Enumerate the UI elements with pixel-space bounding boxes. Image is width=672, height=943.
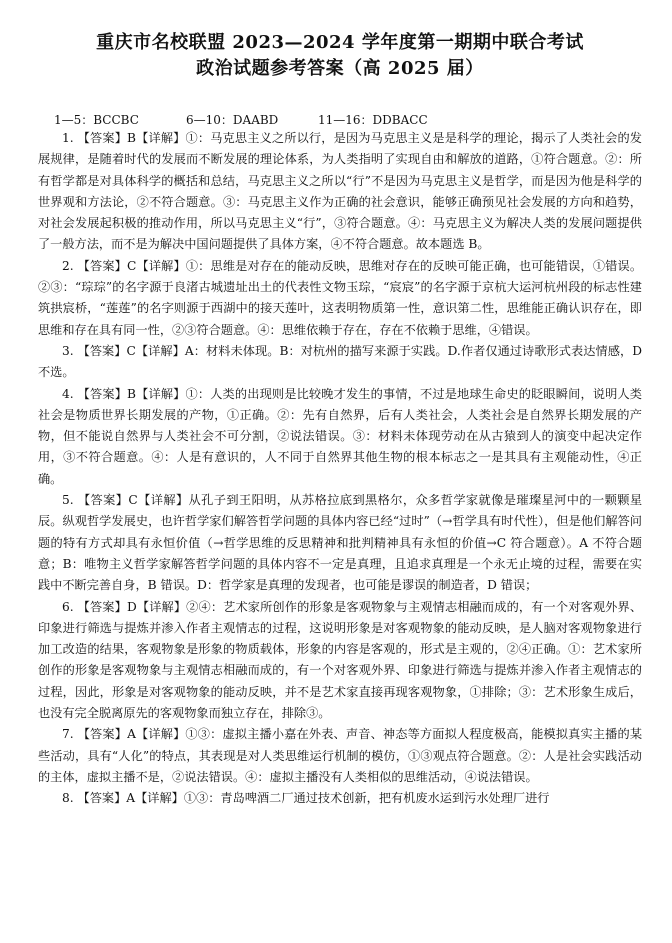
item-explanation: 【详解】①③：青岛啤酒二厂通过技术创新，把有机废水运到污水处理厂进行 xyxy=(135,791,550,806)
answer-key-1-5: 1—5：BCCBC xyxy=(54,113,139,127)
answer-item-1 xyxy=(38,128,642,256)
answer-item-3 xyxy=(38,341,642,384)
item-number: 7. xyxy=(62,727,74,742)
answer-item-7 xyxy=(38,724,642,788)
item-answer: 【答案】A xyxy=(77,727,136,742)
item-number: 1. xyxy=(62,131,74,145)
item-answer: 【答案】B xyxy=(77,131,136,145)
item-explanation: 【详解】①：人类的出现则是比较晚才发生的事情，不过是地球生命史的眨眼瞬间，说明人类社会是物质世界长期发展的产物，①正确。②：先有自然界，后有人类社会，人类社会是自然界长期发展的产物，但不能说自然界与人类社会不可分割，②说法错误。③：材料未体现劳动在从古猿到人的演变中起决定作用，③不符合题意。④：人是有意识的，人不同于自然界其他生物的根本标志之一是其具有主观能动性，④正确。 xyxy=(38,386,642,486)
title-line-1: 重庆市名校联盟 2023—2024 学年度第一期期中联合考试 xyxy=(96,32,584,53)
item-number: 5. xyxy=(62,493,74,508)
item-number: 2. xyxy=(62,258,74,273)
item-number: 6. xyxy=(62,599,74,614)
item-answer: 【答案】C xyxy=(77,258,137,273)
answer-key-6-10: 6—10：DAABD xyxy=(186,113,279,127)
title-line-2: 政治试题参考答案（高 2025 届） xyxy=(196,58,484,79)
answer-item-2 xyxy=(38,256,642,341)
answer-item-5 xyxy=(38,490,642,596)
answer-key-row xyxy=(38,112,642,128)
item-explanation: 【详解】②④：艺术家所创作的形象是客观物象与主观情志相融而成的，有一个对客观外界、印象进行筛选与提炼并渗入作者主观情志的过程，这说明形象是对客观物象的能动反映，是人脑对客观物象进行加工改造的结果，客观物象是形象的物质载体，形象的内容是客观的，形式是主观的，②④正确。①：艺术家所创作的形象是客观物象与主观情志相融而成的，有一个对客观外界、印象进行筛选与提炼并渗入作者主观情志的过程，因此，形象是对客观物象的能动反映，并不是艺术家直接再现客观物象，①排除；③：艺术形象生成后，也没有完全脱离原先的客观物象而独立存在，排除③。 xyxy=(38,599,643,721)
item-answer: 【答案】A xyxy=(77,791,136,806)
item-explanation: 【详解】从孔子到王阳明，从苏格拉底到黑格尔，众多哲学家就像是璀璨星河中的一颗颗星辰。纵观哲学发展史，也许哲学家们解答哲学问题的具体内容已经“过时”（→哲学具有时代性），但是他们解答问题的特有方式却具有永恒价值（→哲学思维的反思精神和批判精神具有永恒的价值→C 符合题意）。A 不符合题意；B：唯物主义哲学家解答哲学问题的具体内容不一定是真理，且追求真理是一个永无止境的过程，需要在实践中不断完善自身，B 错误。D：哲学家是真理的发现者，也可能是谬误的制造者，D 错误； xyxy=(38,493,643,593)
item-answer: 【答案】D xyxy=(77,599,137,614)
item-answer: 【答案】C xyxy=(77,493,138,508)
item-explanation: 【详解】①③：虚拟主播小嘉在外表、声音、神态等方面拟人程度极高，能模拟真实主播的某些活动，具有“人化”的特点，其表现是对人类思维运行机制的模仿，①③观点符合题意。②：人是社会实践活动的主体，虚拟主播不是，②说法错误。④：虚拟主播没有人类相似的思维活动，④说法错误。 xyxy=(38,727,643,784)
item-number: 8. xyxy=(62,791,74,806)
item-answer: 【答案】B xyxy=(77,386,136,401)
item-explanation: 【详解】①：马克思主义之所以行，是因为马克思主义是是科学的理论，揭示了人类社会的发展规律，是随着时代的发展而不断发展的理论体系，为人类指明了实现自由和解放的道路，①符合题意。②：所有哲学都是对具体科学的概括和总结，马克思主义之所以“行”不是因为马克思主义是哲学，而是因为他是科学的世界观和方法论，②不符合题意。③：马克思主义作为正确的社会意识，能够正确预见社会发展的方向和趋势，对社会发展起积极的推动作用，所以马克思主义“行”，③符合题意。④：马克思主义为解决人类的发展问题提供了一般方法，而不是为解决中国问题提供了具体方案，④不符合题意。故本题选 B。 xyxy=(38,131,642,252)
item-explanation: 【详解】①：思维是对存在的能动反映，思维对存在的反映可能正确，也可能错误，①错误。②③：“琮琮”的名字源于良渚古城遗址出土的代表性文物玉琮，“宸宸”的名字源于京杭大运河杭州段的标志性建筑拱宸桥，“莲莲”的名字则源于西湖中的接天莲叶，这表明物质第一性，意识第二性，思维能正确认识存在，即思维和存在具有同一性，②③符合题意。④：思维依赖于存在，存在不依赖于思维，④错误。 xyxy=(38,258,643,337)
answer-item-4 xyxy=(38,384,642,490)
answer-key-11-16: 11—16：DDBACC xyxy=(318,113,428,127)
answer-item-6 xyxy=(38,597,642,725)
item-answer: 【答案】C xyxy=(77,343,136,358)
answer-item-8 xyxy=(38,788,642,809)
document-title xyxy=(38,30,642,82)
item-number: 4. xyxy=(62,386,74,401)
item-explanation: 【详解】A：材料未体现。B：对杭州的描写来源于实践。D.作者仅通过诗歌形式表达情感，D 不选。 xyxy=(38,343,643,380)
item-number: 3. xyxy=(62,343,74,358)
